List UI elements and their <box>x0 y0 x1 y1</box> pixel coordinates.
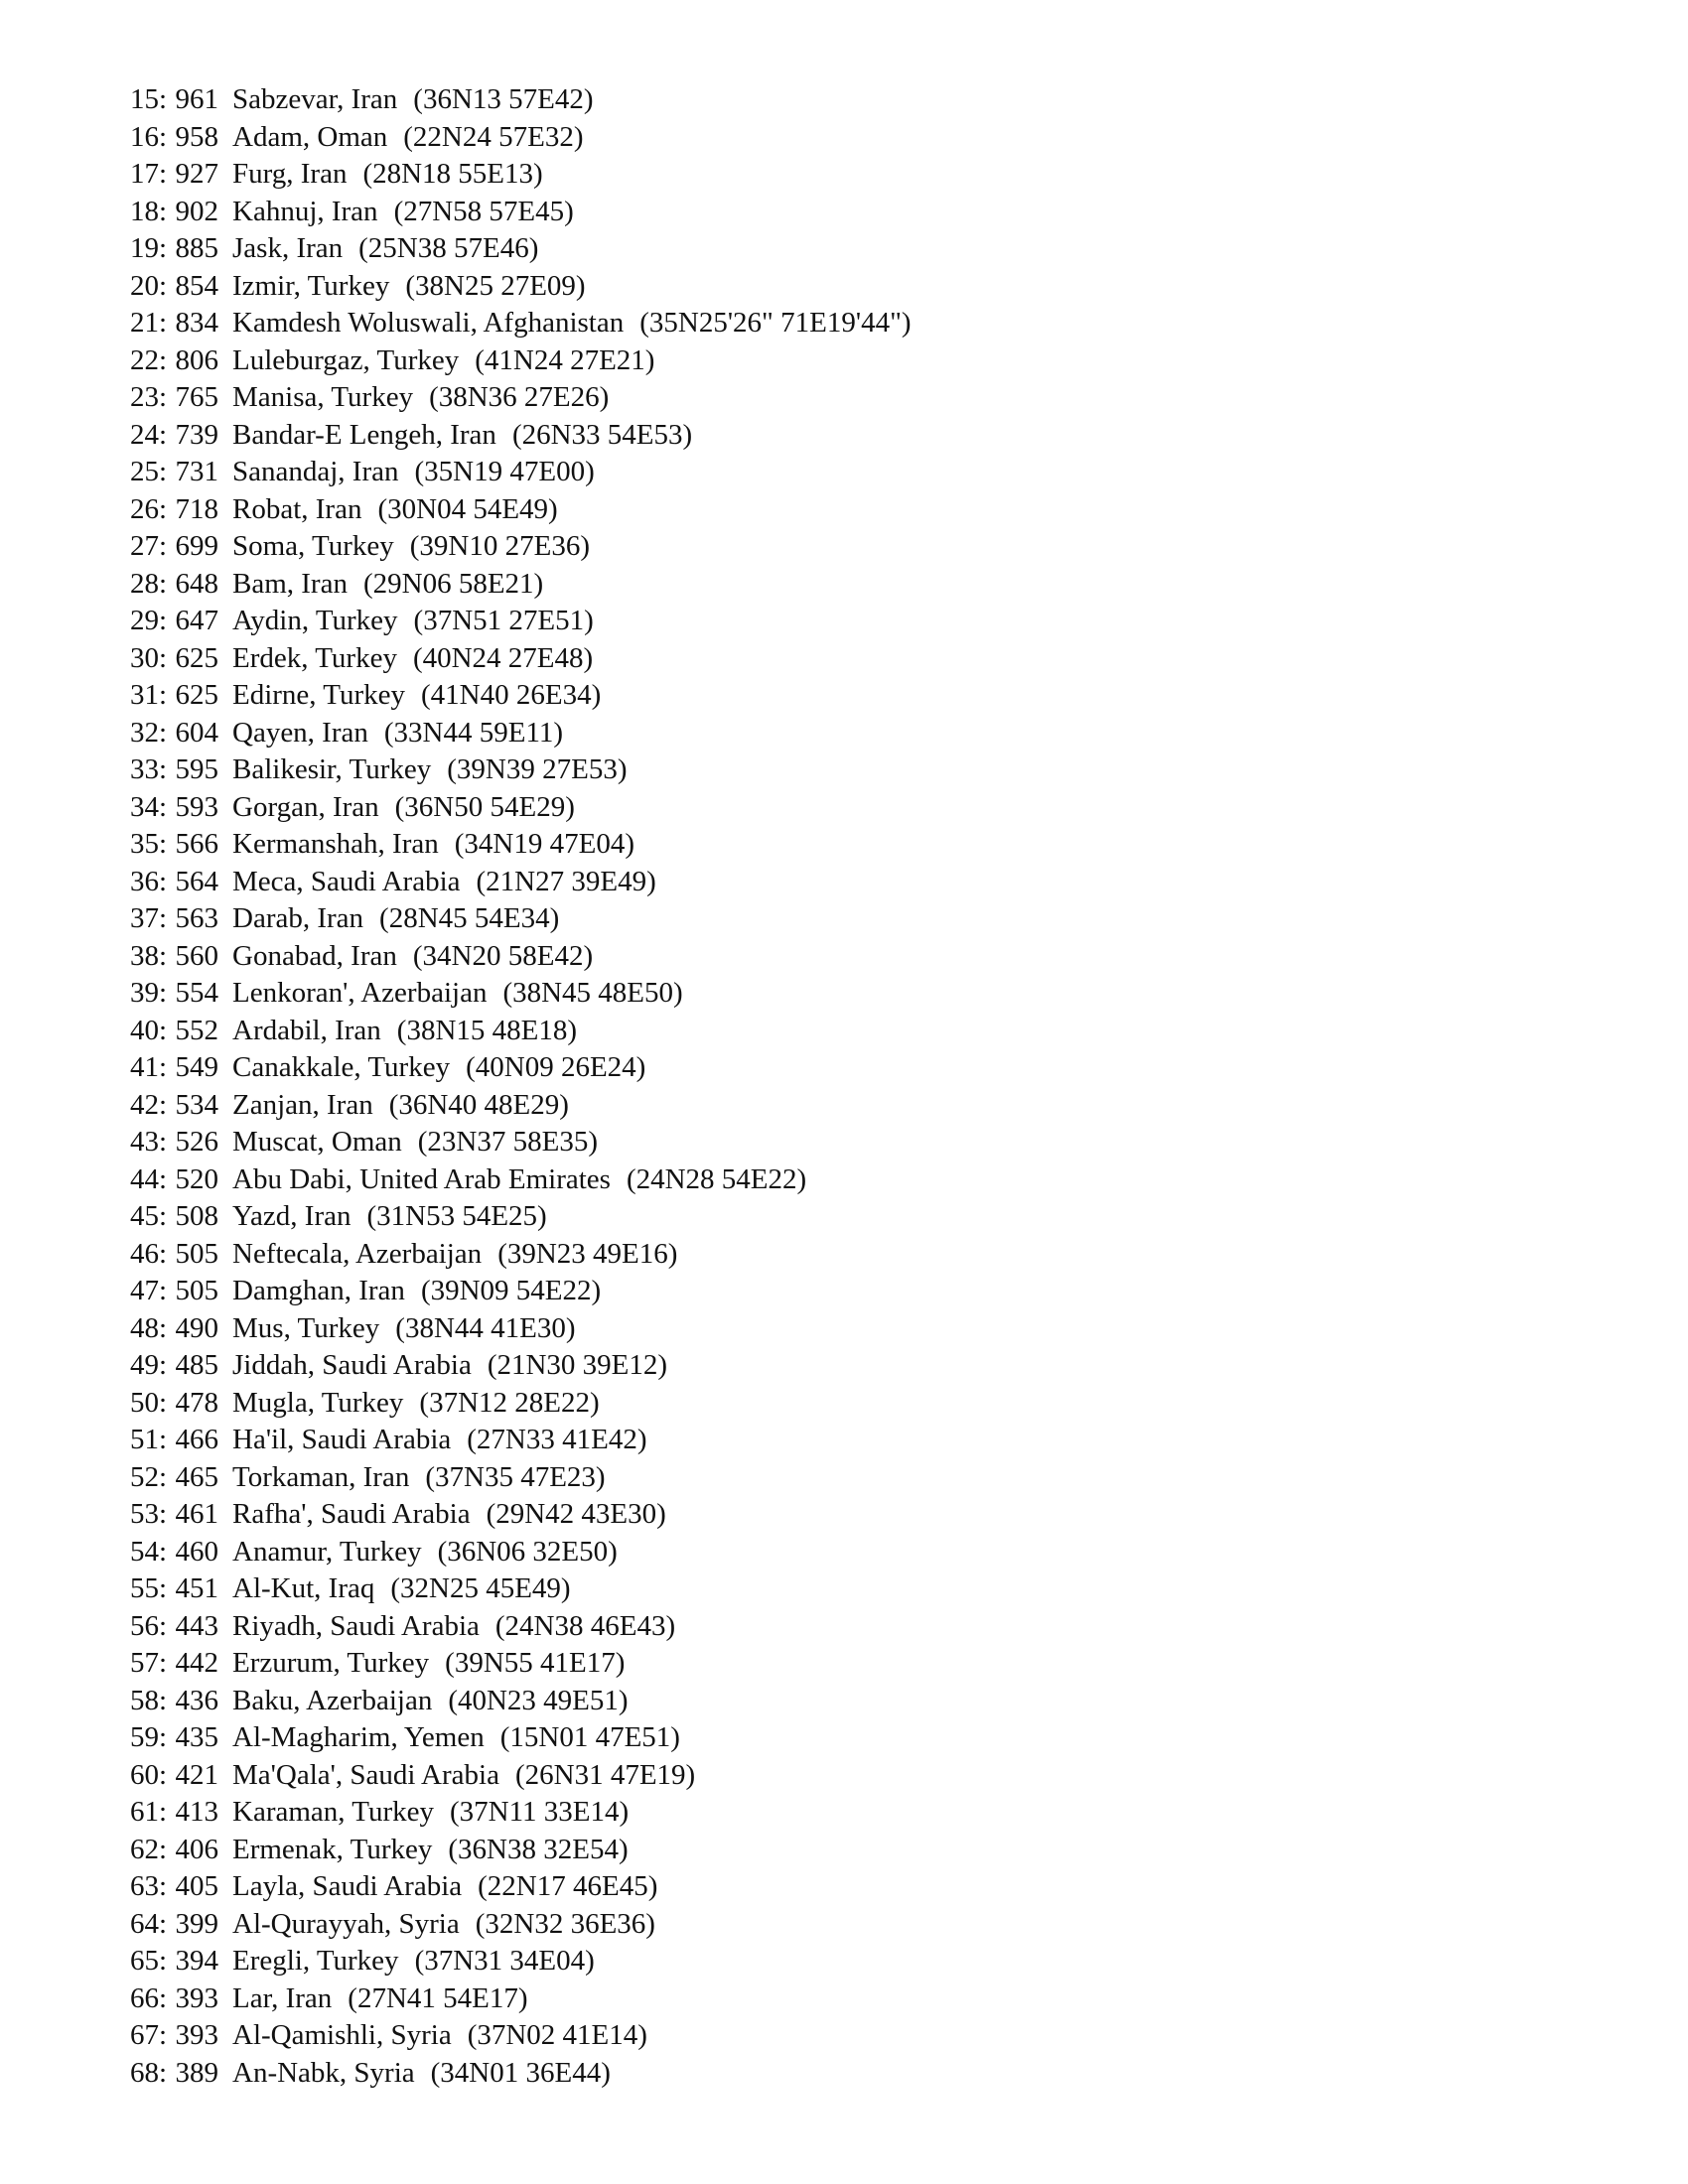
coordinates: (39N10 27E36) <box>409 530 590 562</box>
coordinates: (23N37 58E35) <box>417 1126 598 1158</box>
count-value: 505 <box>175 1275 218 1306</box>
rank-number: 19: <box>129 232 167 264</box>
list-item <box>103 1683 912 1720</box>
list-item <box>103 1496 912 1534</box>
count-value: 443 <box>175 1609 218 1642</box>
coordinates: (32N25 45E49) <box>390 1572 571 1604</box>
coordinates: (25N38 57E46) <box>358 232 539 264</box>
place-name: Lenkoran', Azerbaijan <box>232 977 488 1009</box>
count-value: 399 <box>175 1907 218 1940</box>
place-name: Bandar-E Lengeh, Iran <box>232 418 496 451</box>
rank-number: 35: <box>129 828 167 860</box>
rank-number: 33: <box>129 753 167 785</box>
coordinates: (27N58 57E45) <box>393 195 574 227</box>
place-name: Kahnuj, Iran <box>232 195 378 227</box>
coordinates: (38N36 27E26) <box>429 381 610 413</box>
coordinates: (34N19 47E04) <box>454 828 634 860</box>
place-name: Al-Qamishli, Syria <box>232 2019 452 2051</box>
coordinates: (35N25'26" 71E19'44") <box>639 307 912 339</box>
list-item <box>103 1608 912 1646</box>
list-item <box>103 1868 912 1906</box>
coordinates: (37N02 41E14) <box>467 2019 647 2051</box>
count-value: 451 <box>175 1572 218 1604</box>
list-item <box>103 194 912 231</box>
list-item <box>103 342 912 380</box>
rank-number: 29: <box>129 605 167 636</box>
coordinates: (38N25 27E09) <box>405 269 586 302</box>
rank-number: 49: <box>129 1349 167 1381</box>
count-value: 806 <box>175 343 218 376</box>
place-name: Erzurum, Turkey <box>232 1647 430 1679</box>
place-name: Manisa, Turkey <box>232 381 414 413</box>
coordinates: (27N33 41E42) <box>467 1424 647 1455</box>
list-item <box>103 81 912 119</box>
list-item <box>103 1570 912 1608</box>
rank-number: 54: <box>129 1535 167 1568</box>
place-name: Mus, Turkey <box>232 1311 380 1344</box>
coordinates: (37N12 28E22) <box>419 1386 600 1419</box>
list-item <box>103 1013 912 1050</box>
count-value: 393 <box>175 1981 218 2014</box>
coordinates: (21N27 39E49) <box>476 865 656 897</box>
place-name: Aydin, Turkey <box>232 605 398 636</box>
count-value: 961 <box>175 83 218 115</box>
list-item <box>103 900 912 938</box>
list-item <box>103 2017 912 2055</box>
coordinates: (39N09 54E22) <box>420 1275 602 1306</box>
list-item <box>103 1236 912 1274</box>
count-value: 549 <box>175 1051 218 1083</box>
rank-number: 62: <box>129 1833 167 1865</box>
coordinates: (38N45 48E50) <box>502 977 683 1009</box>
place-name: Darab, Iran <box>232 902 364 934</box>
place-name: Edirne, Turkey <box>232 679 405 711</box>
coordinates: (37N51 27E51) <box>413 605 594 636</box>
list-item <box>103 1198 912 1236</box>
place-name: Kermanshah, Iran <box>232 828 439 860</box>
count-value: 534 <box>175 1088 218 1121</box>
coordinates: (41N40 26E34) <box>421 679 602 711</box>
rank-number: 45: <box>129 1200 167 1232</box>
place-name: Neftecala, Azerbaijan <box>232 1237 483 1270</box>
coordinates: (41N24 27E21) <box>475 343 655 376</box>
count-value: 505 <box>175 1237 218 1270</box>
count-value: 465 <box>175 1460 218 1493</box>
place-name: Izmir, Turkey <box>232 269 390 302</box>
count-value: 460 <box>175 1535 218 1568</box>
place-name: Gonabad, Iran <box>232 939 397 972</box>
count-value: 560 <box>175 939 218 972</box>
place-name: Muscat, Oman <box>232 1126 402 1158</box>
rank-number: 37: <box>129 902 167 934</box>
rank-number: 41: <box>129 1051 167 1083</box>
list-item <box>103 640 912 678</box>
place-name: Robat, Iran <box>232 492 362 525</box>
coordinates: (37N35 47E23) <box>425 1460 606 1493</box>
rank-number: 58: <box>129 1684 167 1716</box>
count-value: 834 <box>175 307 218 339</box>
coordinates: (33N44 59E11) <box>383 716 564 749</box>
count-value: 765 <box>175 381 218 413</box>
rank-number: 57: <box>129 1647 167 1679</box>
count-value: 595 <box>175 753 218 785</box>
count-value: 436 <box>175 1684 218 1716</box>
coordinates: (24N28 54E22) <box>626 1162 807 1195</box>
count-value: 520 <box>175 1162 218 1195</box>
list-item <box>103 1049 912 1087</box>
count-value: 405 <box>175 1870 218 1902</box>
list-item <box>103 230 912 268</box>
list-item <box>103 715 912 752</box>
list-item <box>103 1459 912 1497</box>
rank-number: 56: <box>129 1609 167 1642</box>
place-name: Soma, Turkey <box>232 530 394 562</box>
place-name: Yazd, Iran <box>232 1200 352 1232</box>
coordinates: (39N55 41E17) <box>445 1647 626 1679</box>
list-item <box>103 1980 912 2018</box>
list-item <box>103 491 912 529</box>
rank-number: 25: <box>129 456 167 487</box>
list-item <box>103 864 912 901</box>
count-value: 566 <box>175 828 218 860</box>
rank-number: 18: <box>129 195 167 227</box>
place-name: Eregli, Turkey <box>232 1945 399 1977</box>
coordinates: (36N38 32E54) <box>448 1833 629 1865</box>
rank-number: 16: <box>129 120 167 153</box>
coordinates: (30N04 54E49) <box>377 492 558 525</box>
count-value: 485 <box>175 1349 218 1381</box>
place-name: Ermenak, Turkey <box>232 1833 433 1865</box>
rank-number: 67: <box>129 2019 167 2051</box>
list-item <box>103 454 912 491</box>
rank-number: 39: <box>129 977 167 1009</box>
place-name: Ma'Qala', Saudi Arabia <box>232 1758 499 1791</box>
coordinates: (26N33 54E53) <box>511 418 693 451</box>
place-name: Al-Kut, Iraq <box>232 1572 375 1604</box>
rank-number: 38: <box>129 939 167 972</box>
place-name: Sabzevar, Iran <box>232 83 398 115</box>
rank-number: 59: <box>129 1721 167 1753</box>
place-name: Baku, Azerbaijan <box>232 1684 433 1716</box>
count-value: 435 <box>175 1721 218 1753</box>
count-value: 604 <box>175 716 218 749</box>
count-value: 593 <box>175 790 218 823</box>
coordinates: (22N17 46E45) <box>478 1870 658 1902</box>
rank-number: 44: <box>129 1162 167 1195</box>
coordinates: (15N01 47E51) <box>499 1721 680 1753</box>
rank-number: 64: <box>129 1907 167 1940</box>
count-value: 854 <box>175 269 218 302</box>
coordinates: (27N41 54E17) <box>348 1981 528 2014</box>
rank-number: 61: <box>129 1796 167 1828</box>
rank-number: 30: <box>129 641 167 674</box>
place-name: Gorgan, Iran <box>232 790 379 823</box>
place-name: Qayen, Iran <box>232 716 368 749</box>
coordinates: (37N11 33E14) <box>449 1796 630 1828</box>
count-value: 394 <box>175 1945 218 1977</box>
count-value: 958 <box>175 120 218 153</box>
coordinates: (29N06 58E21) <box>362 567 544 600</box>
rank-number: 17: <box>129 158 167 190</box>
place-name: Luleburgaz, Turkey <box>232 343 460 376</box>
rank-number: 47: <box>129 1275 167 1306</box>
coordinates: (32N32 36E36) <box>475 1907 655 1940</box>
rank-number: 23: <box>129 381 167 413</box>
list-item <box>103 677 912 715</box>
place-name: Erdek, Turkey <box>232 641 397 674</box>
ranked-location-list <box>103 81 912 2092</box>
list-item <box>103 1794 912 1832</box>
place-name: Anamur, Turkey <box>232 1535 422 1568</box>
place-name: Jask, Iran <box>232 232 344 264</box>
place-name: Mugla, Turkey <box>232 1386 404 1419</box>
place-name: Zanjan, Iran <box>232 1088 373 1121</box>
list-item <box>103 417 912 455</box>
rank-number: 46: <box>129 1237 167 1270</box>
list-item <box>103 1943 912 1980</box>
place-name: Al-Magharim, Yemen <box>232 1721 485 1753</box>
coordinates: (26N31 47E19) <box>514 1758 696 1791</box>
count-value: 625 <box>175 641 218 674</box>
count-value: 389 <box>175 2056 218 2089</box>
coordinates: (29N42 43E30) <box>486 1498 666 1530</box>
count-value: 699 <box>175 530 218 562</box>
list-item <box>103 1422 912 1459</box>
list-item <box>103 826 912 864</box>
rank-number: 66: <box>129 1981 167 2014</box>
rank-number: 65: <box>129 1945 167 1977</box>
rank-number: 68: <box>129 2056 167 2089</box>
count-value: 406 <box>175 1833 218 1865</box>
coordinates: (28N45 54E34) <box>379 902 560 934</box>
rank-number: 27: <box>129 530 167 562</box>
rank-number: 32: <box>129 716 167 749</box>
count-value: 625 <box>175 679 218 711</box>
rank-number: 15: <box>129 83 167 115</box>
count-value: 421 <box>175 1758 218 1791</box>
place-name: Al-Qurayyah, Syria <box>232 1907 460 1940</box>
list-item <box>103 528 912 566</box>
rank-number: 28: <box>129 567 167 600</box>
place-name: Meca, Saudi Arabia <box>232 865 461 897</box>
coordinates: (36N13 57E42) <box>413 83 594 115</box>
rank-number: 43: <box>129 1126 167 1158</box>
count-value: 739 <box>175 418 218 451</box>
count-value: 466 <box>175 1424 218 1455</box>
rank-number: 52: <box>129 1460 167 1493</box>
coordinates: (40N09 26E24) <box>466 1051 646 1083</box>
coordinates: (34N01 36E44) <box>430 2056 611 2089</box>
coordinates: (39N23 49E16) <box>497 1237 678 1270</box>
count-value: 478 <box>175 1386 218 1419</box>
count-value: 393 <box>175 2019 218 2051</box>
coordinates: (34N20 58E42) <box>412 939 594 972</box>
count-value: 563 <box>175 902 218 934</box>
place-name: Rafha', Saudi Arabia <box>232 1498 471 1530</box>
list-item <box>103 1385 912 1423</box>
list-item <box>103 1273 912 1310</box>
coordinates: (35N19 47E00) <box>414 456 595 487</box>
place-name: Furg, Iran <box>232 158 348 190</box>
list-item <box>103 2055 912 2093</box>
place-name: Adam, Oman <box>232 120 388 153</box>
count-value: 552 <box>175 1014 218 1046</box>
count-value: 731 <box>175 456 218 487</box>
rank-number: 48: <box>129 1311 167 1344</box>
count-value: 490 <box>175 1311 218 1344</box>
list-item <box>103 1347 912 1385</box>
count-value: 526 <box>175 1126 218 1158</box>
place-name: Sanandaj, Iran <box>232 456 399 487</box>
list-item <box>103 1719 912 1757</box>
list-item <box>103 1757 912 1795</box>
list-item <box>103 566 912 604</box>
list-item <box>103 1832 912 1869</box>
place-name: Jiddah, Saudi Arabia <box>232 1349 472 1381</box>
rank-number: 42: <box>129 1088 167 1121</box>
rank-number: 24: <box>129 418 167 451</box>
rank-number: 22: <box>129 343 167 376</box>
list-item <box>103 379 912 417</box>
coordinates: (38N15 48E18) <box>396 1014 578 1046</box>
place-name: Lar, Iran <box>232 1981 333 2014</box>
coordinates: (28N18 55E13) <box>362 158 543 190</box>
coordinates: (22N24 57E32) <box>403 120 584 153</box>
count-value: 461 <box>175 1498 218 1530</box>
place-name: Canakkale, Turkey <box>232 1051 451 1083</box>
count-value: 885 <box>175 232 218 264</box>
place-name: Damghan, Iran <box>232 1275 405 1306</box>
count-value: 508 <box>175 1200 218 1232</box>
rank-number: 50: <box>129 1386 167 1419</box>
place-name: Ha'il, Saudi Arabia <box>232 1424 452 1455</box>
list-item <box>103 305 912 342</box>
place-name: An-Nabk, Syria <box>232 2056 415 2089</box>
count-value: 648 <box>175 567 218 600</box>
rank-number: 26: <box>129 492 167 525</box>
rank-number: 55: <box>129 1572 167 1604</box>
list-item <box>103 119 912 157</box>
place-name: Balikesir, Turkey <box>232 753 432 785</box>
list-item <box>103 975 912 1013</box>
count-value: 718 <box>175 492 218 525</box>
list-item <box>103 1161 912 1199</box>
list-item <box>103 1124 912 1161</box>
place-name: Riyadh, Saudi Arabia <box>232 1609 480 1642</box>
place-name: Bam, Iran <box>232 567 348 600</box>
count-value: 554 <box>175 977 218 1009</box>
coordinates: (36N50 54E29) <box>394 790 575 823</box>
count-value: 564 <box>175 865 218 897</box>
rank-number: 36: <box>129 865 167 897</box>
count-value: 413 <box>175 1796 218 1828</box>
coordinates: (39N39 27E53) <box>447 753 628 785</box>
coordinates: (40N24 27E48) <box>412 641 594 674</box>
list-item <box>103 1906 912 1944</box>
rank-number: 63: <box>129 1870 167 1902</box>
list-item <box>103 789 912 827</box>
place-name: Kamdesh Woluswali, Afghanistan <box>232 307 625 339</box>
count-value: 442 <box>175 1647 218 1679</box>
rank-number: 40: <box>129 1014 167 1046</box>
coordinates: (31N53 54E25) <box>366 1200 547 1232</box>
coordinates: (36N06 32E50) <box>437 1535 618 1568</box>
list-item <box>103 1645 912 1683</box>
coordinates: (37N31 34E04) <box>414 1945 595 1977</box>
list-item <box>103 603 912 640</box>
place-name: Torkaman, Iran <box>232 1460 410 1493</box>
place-name: Karaman, Turkey <box>232 1796 434 1828</box>
rank-number: 20: <box>129 269 167 302</box>
list-item <box>103 1087 912 1125</box>
place-name: Layla, Saudi Arabia <box>232 1870 463 1902</box>
coordinates: (40N23 49E51) <box>448 1684 629 1716</box>
rank-number: 51: <box>129 1424 167 1455</box>
rank-number: 53: <box>129 1498 167 1530</box>
coordinates: (21N30 39E12) <box>487 1349 668 1381</box>
coordinates: (38N44 41E30) <box>395 1311 576 1344</box>
count-value: 647 <box>175 605 218 636</box>
place-name: Abu Dabi, United Arab Emirates <box>232 1162 611 1195</box>
list-item <box>103 938 912 976</box>
list-item <box>103 751 912 789</box>
rank-number: 60: <box>129 1758 167 1791</box>
rank-number: 31: <box>129 679 167 711</box>
coordinates: (36N40 48E29) <box>388 1088 569 1121</box>
list-item <box>103 1534 912 1571</box>
list-item <box>103 268 912 306</box>
count-value: 927 <box>175 158 218 190</box>
list-item <box>103 1310 912 1348</box>
coordinates: (24N38 46E43) <box>494 1609 676 1642</box>
rank-number: 34: <box>129 790 167 823</box>
rank-number: 21: <box>129 307 167 339</box>
count-value: 902 <box>175 195 218 227</box>
list-item <box>103 156 912 194</box>
place-name: Ardabil, Iran <box>232 1014 381 1046</box>
